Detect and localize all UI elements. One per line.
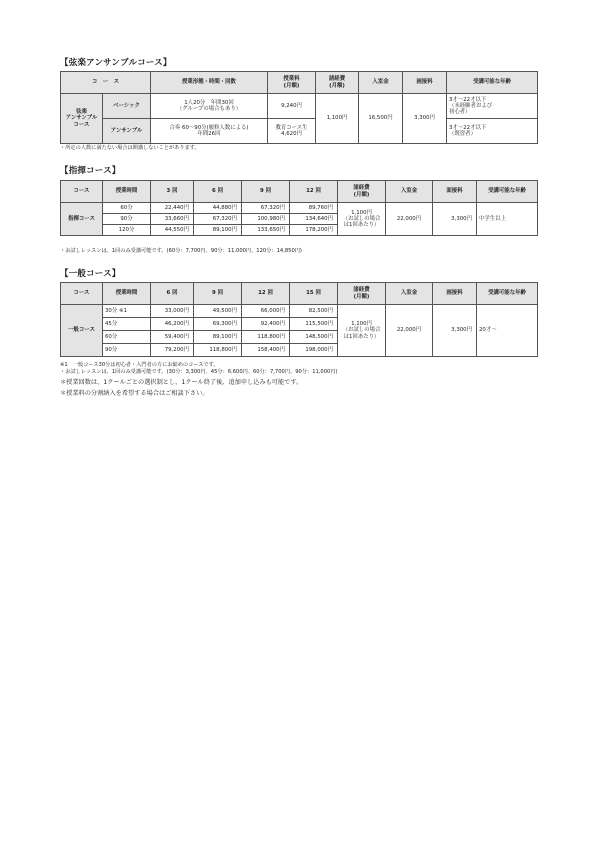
lesson-time: 120分 [103, 225, 151, 236]
section-heading-conducting: 【指揮コース】 [60, 166, 121, 176]
header-expenses: 諸経費 (月額) [316, 72, 359, 94]
header-lesson-time: 授業時間 [103, 181, 151, 203]
price-cell: 44,550円 [151, 225, 194, 236]
note-30min-general: ※1 一般コース30分は初心者・入門者の方にお勧めのコースです。 [60, 362, 219, 368]
header-entrance: 入室金 [386, 181, 433, 203]
price-cell: 22,440円 [151, 203, 194, 214]
price-cell: 89,100円 [194, 331, 242, 344]
header-form: 授業形態・時間・回数 [151, 72, 268, 94]
age-conducting: 中学生以上 [477, 203, 538, 236]
general-table [60, 282, 538, 357]
section-heading-general: 【一般コース】 [60, 269, 121, 279]
price-cell: 33,660円 [151, 214, 194, 225]
price-cell: 82,500円 [290, 305, 338, 318]
price-cell: 158,400円 [242, 344, 290, 357]
note-trial-general: ・お試しレッスンは、1回のみ受講可能です。(30分：3,300円、45分：6,600円、60分：7,700円、90分：11,000円) [60, 369, 338, 375]
header-12-lessons: 12 回 [242, 283, 290, 305]
header-9-lessons: 9 回 [242, 181, 290, 203]
price-cell: 89,100円 [194, 225, 242, 236]
price-cell: 69,300円 [194, 318, 242, 331]
header-9-lessons: 9 回 [194, 283, 242, 305]
section-heading-string-ensemble: 【弦楽アンサンブルコース】 [60, 58, 172, 68]
header-15-lessons: 15 回 [290, 283, 338, 305]
lesson-time: 90分 [103, 214, 151, 225]
price-cell: 92,400円 [242, 318, 290, 331]
price-cell: 49,500円 [194, 305, 242, 318]
lesson-time: 60分 [103, 203, 151, 214]
price-cell: 67,320円 [242, 203, 290, 214]
price-cell: 44,880円 [194, 203, 242, 214]
price-cell: 118,800円 [194, 344, 242, 357]
form-ensemble: 合奏 60～90分(履修人数による) 年間26回 [151, 119, 268, 144]
age-basic: 3才～22才以下 （未経験者および 初心者） [447, 94, 538, 119]
price-cell: 33,000円 [151, 305, 194, 318]
lesson-time: 45分 [103, 318, 151, 331]
price-cell: 100,980円 [242, 214, 290, 225]
expenses-ensemble: 1,100円 [316, 94, 359, 144]
interview-ensemble: 3,300円 [403, 94, 447, 144]
expenses-conducting: 1,100円 （お試しの場合 は1回あたり） [338, 203, 386, 236]
header-course: コース [61, 181, 103, 203]
price-cell: 66,000円 [242, 305, 290, 318]
header-interview: 画接料 [403, 72, 447, 94]
course-type-basic: ベーシック [103, 94, 151, 119]
header-interview: 面接料 [433, 181, 477, 203]
expenses-general: 1,100円 （お試しの場合 は1回あたり） [338, 305, 386, 357]
note-installment: ＊授業料の分割納入を希望する場合はご相談下さい。 [60, 390, 209, 397]
age-general: 20才～ [477, 305, 538, 357]
lesson-time: 30分 ※1 [103, 305, 151, 318]
price-cell: 198,000円 [290, 344, 338, 357]
header-expenses: 諸経費 (月額) [338, 181, 386, 203]
header-12-lessons: 12 回 [290, 181, 338, 203]
price-cell: 134,640円 [290, 214, 338, 225]
age-ensemble: 3才～22才以下 （既習者） [447, 119, 538, 144]
header-tuition: 授業料 (月額) [268, 72, 316, 94]
price-cell: 133,650円 [242, 225, 290, 236]
header-age: 受講可能な年齢 [477, 181, 538, 203]
note-min-enrollment: ・所定の人数に満たない場合は開講しないことがあります。 [60, 145, 200, 151]
price-cell: 148,500円 [290, 331, 338, 344]
lesson-time: 60分 [103, 331, 151, 344]
header-interview: 画接料 [433, 283, 477, 305]
string-ensemble-table [60, 71, 538, 144]
entrance-general: 22,000円 [386, 305, 433, 357]
header-age: 受講可能な年齢 [447, 72, 538, 94]
entrance-ensemble: 16,500円 [359, 94, 403, 144]
header-course: コース [61, 283, 103, 305]
course-group-general: 一般コース [61, 305, 103, 357]
lesson-time: 90分 [103, 344, 151, 357]
header-6-lessons: 6 回 [194, 181, 242, 203]
header-6-lessons: 6 回 [151, 283, 194, 305]
header-age: 受講可能な年齢 [477, 283, 538, 305]
interview-general: 3,300円 [433, 305, 477, 357]
price-cell: 118,800円 [242, 331, 290, 344]
course-type-ensemble: アンサンブル [103, 119, 151, 144]
header-course: コ ー ス [61, 72, 151, 94]
price-cell: 79,200円 [151, 344, 194, 357]
conducting-table [60, 180, 538, 236]
header-3-lessons: 3 回 [151, 181, 194, 203]
tuition-basic: 9,240円 [268, 94, 316, 119]
interview-conducting: 3,300円 [433, 203, 477, 236]
header-entrance: 入室金 [386, 283, 433, 305]
header-lesson-time: 授業時間 [103, 283, 151, 305]
course-group-string-ensemble: 弦楽 アンサンブル コース [61, 94, 103, 144]
price-cell: 115,500円 [290, 318, 338, 331]
price-cell: 46,200円 [151, 318, 194, 331]
tuition-ensemble: 教育コース生 4,620円 [268, 119, 316, 144]
price-cell: 89,760円 [290, 203, 338, 214]
price-cell: 178,200円 [290, 225, 338, 236]
form-basic: 1人20分 年間30回 （グループの場合もあり） [151, 94, 268, 119]
header-entrance: 入室金 [359, 72, 403, 94]
note-trial-conducting: ・お試しレッスンは、1回のみ受講可能です。(60分：7,700円、90分：11,000円、120分：14,850円) [60, 248, 302, 254]
course-group-conducting: 指揮コース [61, 203, 103, 236]
entrance-conducting: 22,000円 [386, 203, 433, 236]
price-cell: 67,320円 [194, 214, 242, 225]
header-expenses: 諸経費 (月額) [338, 283, 386, 305]
note-lesson-count: ＊授業回数は、1クールごとの選択制とし、1クール終了後、追加申し込みも可能です。 [60, 379, 303, 386]
price-cell: 59,400円 [151, 331, 194, 344]
